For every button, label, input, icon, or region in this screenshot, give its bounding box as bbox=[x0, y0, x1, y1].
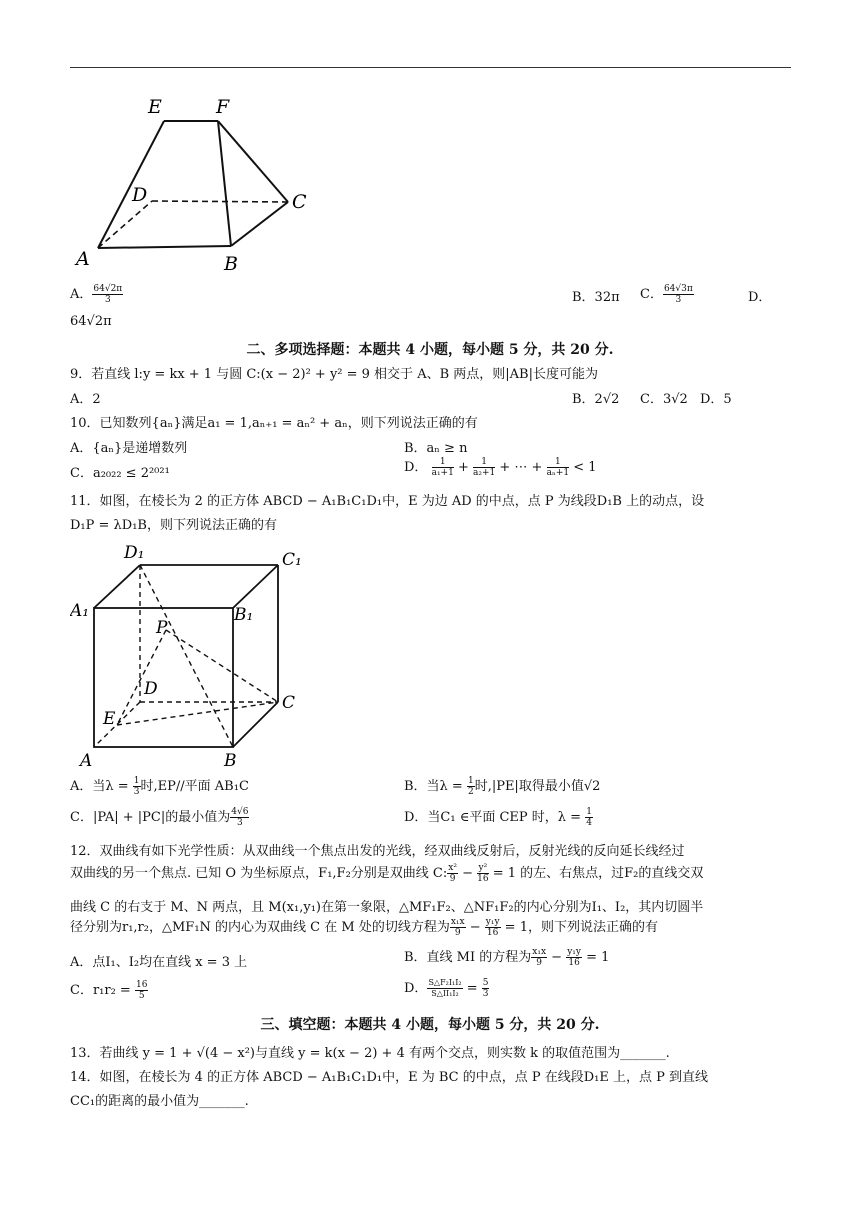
q8-option-d-value: 64√2π bbox=[70, 314, 112, 329]
q13-stem: 13．若曲线 y = 1 + √(4 − x²)与直线 y = k(x − 2) + 4 有两个交点，则实数 k 的取值范围为_______. bbox=[70, 1046, 670, 1061]
q10-option-d: D． $\frac{1}{\text{a₁+1}}$ + $\frac{1}{\text{a₂+1}}$ + ⋯ + $\frac{1}{\text{aₙ+1}}$ < 1 bbox=[404, 457, 597, 478]
vertex-label-c: C bbox=[292, 191, 307, 213]
q14-stem-line2: CC₁的距离的最小值为_______. bbox=[70, 1094, 249, 1109]
q10-option-a: A．{aₙ}是递增数列 bbox=[70, 441, 188, 456]
vertex-label-b: B bbox=[224, 751, 237, 770]
q11-option-a: A．当λ = $\frac{1}{3}$ 时,EP//平面 AB₁C bbox=[70, 776, 249, 797]
vertex-label-c: C bbox=[282, 693, 296, 713]
vertex-label-d1: D₁ bbox=[124, 543, 145, 563]
figure-solid-abcdef bbox=[70, 90, 320, 275]
q9-option-b: B．2√2 bbox=[572, 392, 620, 407]
q12-stem-line2: 双曲线的另一个焦点. 已知 O 为坐标原点，F₁,F₂分别是双曲线 C: $\frac{\text{x²}}{9}$ − $\frac{\text{y²}}{16}$ = 1 的左、右焦点，过F₂的直线交双 bbox=[70, 863, 704, 884]
vertex-label-c1: C₁ bbox=[282, 550, 302, 570]
vertex-label-d: D bbox=[132, 184, 148, 206]
q9-option-c: C．3√2 bbox=[640, 392, 688, 407]
q10-option-b: B．aₙ ≥ n bbox=[404, 441, 468, 456]
section-2-heading: 二、多项选择题：本题共 4 小题，每小题 5 分，共 20 分. bbox=[246, 342, 614, 358]
figure-cube bbox=[70, 538, 310, 770]
q11-stem-line2: D₁P = λD₁B，则下列说法正确的有 bbox=[70, 518, 277, 533]
q12-option-b: B．直线 MI 的方程为 $\frac{\text{x₁x}}{9}$ − $\frac{\text{y₁y}}{16}$ = 1 bbox=[404, 947, 610, 968]
q9-stem: 9．若直线 l:y = kx + 1 与圆 C:(x − 2)² + y² = 9 相交于 A、B 两点，则|AB|长度可能为 bbox=[70, 367, 598, 382]
q9-option-d: D．5 bbox=[700, 392, 732, 407]
q12-option-d: D． $\frac{\text{S△F₂I₁I₂}}{\text{S△II₁I₂}}$ = $\frac{5}{3}$ bbox=[404, 978, 489, 999]
q14-stem-line1: 14．如图，在棱长为 4 的正方体 ABCD − A₁B₁C₁D₁中，E 为 BC 的中点，点 P 在线段D₁E 上，点 P 到直线 bbox=[70, 1070, 708, 1085]
q11-option-c: C．|PA| + |PC|的最小值为 $\frac{4√6}{3}$ bbox=[70, 807, 249, 828]
vertex-label-e: E bbox=[148, 96, 162, 118]
q11-option-b: B．当λ = $\frac{1}{2}$ 时,|PE|取得最小值√2 bbox=[404, 776, 601, 797]
q8-option-a: A． $\frac{64√2\pi}{3}$ bbox=[70, 284, 123, 305]
vertex-label-a: A bbox=[80, 751, 93, 770]
q8-option-d-label: D． bbox=[748, 290, 772, 305]
q12-option-c: C．r₁r₂ = $\frac{16}{5}$ bbox=[70, 980, 148, 1001]
q12-stem-line3: 曲线 C 的右支于 M、N 两点，且 M(x₁,y₁)在第一象限，△MF₁F₂、△NF₁F₂的内心分别为I₁、I₂，其内切圆半 bbox=[70, 900, 704, 915]
q9-option-a: A．2 bbox=[70, 392, 101, 407]
vertex-label-b: B bbox=[224, 253, 238, 275]
vertex-label-a: A bbox=[76, 248, 90, 270]
q12-stem-line1: 12．双曲线有如下光学性质：从双曲线一个焦点出发的光线，经双曲线反射后，反射光线的反向延长线经过 bbox=[70, 844, 685, 859]
vertex-label-f: F bbox=[216, 96, 230, 118]
q11-option-d: D．当C₁ ∈平面 CEP 时，λ = $\frac{1}{4}$ bbox=[404, 807, 592, 828]
vertex-label-d: D bbox=[144, 679, 158, 699]
section-3-heading: 三、填空题：本题共 4 小题，每小题 5 分，共 20 分. bbox=[260, 1017, 600, 1033]
point-label-p: P bbox=[156, 618, 168, 638]
q12-stem-line4: 径分别为r₁,r₂，△MF₁N 的内心为双曲线 C 在 M 处的切线方程为 $\frac{\text{x₁x}}{9}$ − $\frac{\text{y₁y}}{16}$ = 1，则下列说法正确的有 bbox=[70, 917, 658, 938]
vertex-label-a1: A₁ bbox=[70, 601, 90, 621]
q8-option-c: C． $\frac{64√3\pi}{3}$ bbox=[640, 284, 693, 305]
q10-option-c: C．a₂₀₂₂ ≤ 2²⁰²¹ bbox=[70, 466, 170, 481]
q10-stem: 10．已知数列{aₙ}满足a₁ = 1,aₙ₊₁ = aₙ² + aₙ，则下列说法正确的有 bbox=[70, 416, 478, 431]
q11-stem-line1: 11．如图，在棱长为 2 的正方体 ABCD − A₁B₁C₁D₁中，E 为边 AD 的中点，点 P 为线段D₁B 上的动点，设 bbox=[70, 494, 705, 509]
vertex-label-b1: B₁ bbox=[234, 605, 254, 625]
point-label-e: E bbox=[103, 709, 116, 729]
q12-option-a: A．点I₁、I₂均在直线 x = 3 上 bbox=[70, 955, 248, 970]
header-rule bbox=[70, 67, 791, 68]
q8-option-b: B．32π bbox=[572, 290, 620, 305]
